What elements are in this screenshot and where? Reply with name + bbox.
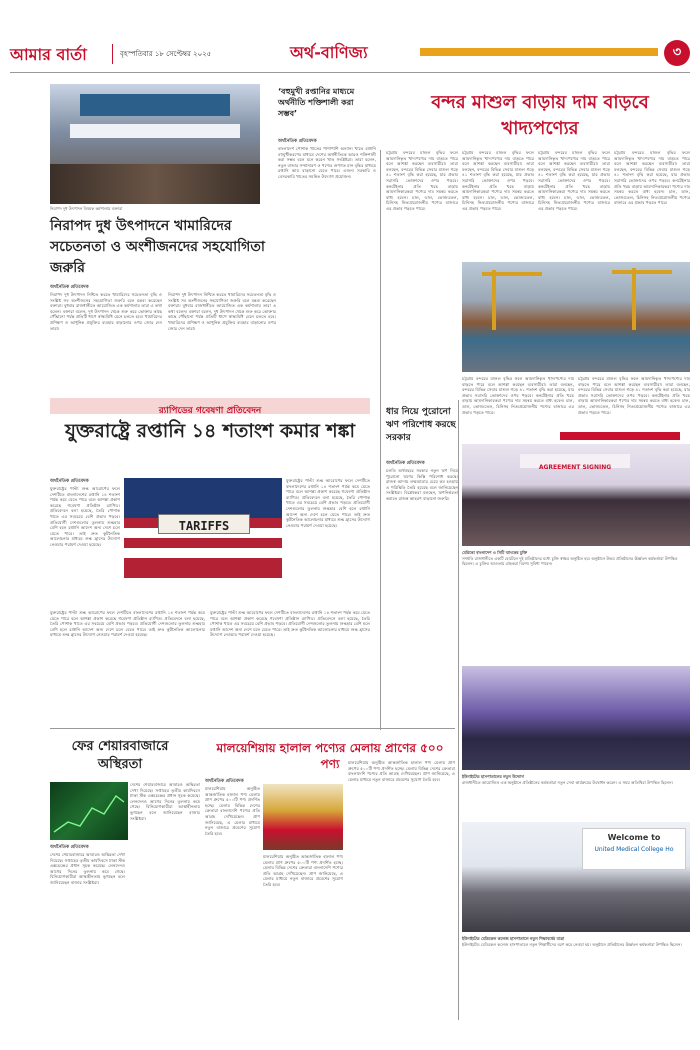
signing-caption-title: মেরিকো বাংলাদেশ ও সিটি ব্যাংকের চুক্তি <box>462 550 528 555</box>
photo-crane-arm <box>482 272 542 276</box>
halal-headline: মালয়েশিয়ায় হালাল পণ্যের মেলায় প্রাণের ৫০০ পণ্য <box>216 741 444 771</box>
port-body-col3: চট্টগ্রাম বন্দরের মাশুল বৃদ্ধির ফলে আমদানিকৃত খাদ্যপণ্যের দাম বাড়তে পারে বলে আশঙ্কা করছেন ব্যবসায়ীরা। তারা বলছেন, বন্দরের বিভিন্ন সেবার মাশুল গড়ে ৪১ শতাংশ বৃদ্ধি করা হয়েছে, যার প্রভাব সরাসরি ভোক্তাদের ওপর পড়বে। কনটেইনার প্রতি খরচ বাড়ায় আমদানিকারকরা পণ্যের দাম সমন্বয় করতে বাধ্য হবেন। চাল, ডাল, ভোজ্যতেল, চিনিসহ নিত্যপ্রয়োজনীয় পণ্যের বাজারে এর প্রভাব পড়তে পারে। <box>538 150 610 211</box>
share-headline: ফের শেয়ারবাজারে অস্থিরতা <box>71 739 169 772</box>
signing-label <box>560 432 680 440</box>
signing-photo <box>462 444 690 546</box>
college-sign-name: United Medical College Ho <box>594 846 674 853</box>
tariff-body-col1: যুক্তরাষ্ট্রের পাল্টা শুল্ক আরোপের ফলে দেশটিতে বাংলাদেশের রপ্তানি ১৪ শতাংশ পর্যন্ত কমে যেতে পারে বলে আশঙ্কা প্রকাশ করেছে গবেষণা প্রতিষ্ঠান র‍্যাপিড। প্রতিবেদনে বলা হয়েছে, তৈরি পোশাক খাতে এর সবচেয়ে বেশি প্রভাব পড়বে। প্রতিযোগী দেশগুলোর তুলনায় শুল্কহার বেশি হলে রপ্তানি আদেশ অন্য দেশে চলে যেতে পারে। তাই দ্রুত কূটনৈতিক আলোচনার মাধ্যমে শুল্ক হ্রাসের উদ্যোগ নেওয়ার পরামর্শ দেওয়া হয়েছে। <box>50 486 120 547</box>
halal-fair-photo <box>263 784 343 850</box>
port-body-col2: চট্টগ্রাম বন্দরের মাশুল বৃদ্ধির ফলে আমদানিকৃত খাদ্যপণ্যের দাম বাড়তে পারে বলে আশঙ্কা করছেন ব্যবসায়ীরা। তারা বলছেন, বন্দরের বিভিন্ন সেবার মাশুল গড়ে ৪১ শতাংশ বৃদ্ধি করা হয়েছে, যার প্রভাব সরাসরি ভোক্তাদের ওপর পড়বে। কনটেইনার প্রতি খরচ বাড়ায় আমদানিকারকরা পণ্যের দাম সমন্বয় করতে বাধ্য হবেন। চাল, ডাল, ভোজ্যতেল, চিনিসহ নিত্যপ্রয়োজনীয় পণ্যের বাজারে এর প্রভাব পড়তে পারে। <box>462 150 534 211</box>
event-caption-title: ইউনাইটেড হাসপাতালের নতুন উদ্যোগ <box>462 774 525 779</box>
masthead-rule <box>10 72 690 73</box>
tariff-sign <box>158 514 250 534</box>
tariff-kicker: র‍্যাপিডের গবেষণা প্রতিবেদন <box>158 406 262 416</box>
loan-headline: ধার নিয়ে পুরোনো ঋণ পরিশোধ করছে সরকার <box>386 407 456 443</box>
milk-photo-caption: নিরাপদ দুধ উৎপাদন বিষয়ক কর্মশালায় বক্তারা <box>50 206 123 211</box>
share-chart-photo <box>50 782 128 840</box>
share-byline: অর্থনৈতিক প্রতিবেদক <box>50 845 89 850</box>
college-photo <box>462 822 690 932</box>
page-number-badge <box>664 40 690 66</box>
quote-body: বাংলাদেশ পোশাক খাতের পাশাপাশি অন্যান্য খাতে রপ্তানি বহুমুখীকরণের মাধ্যমে দেশের অর্থনীতিকে আরও শক্তিশালী করা সম্ভব বলে মনে করেন খাত সংশ্লিষ্টরা। তারা বলেন, নতুন বাজার সম্প্রসারণ ও পণ্যের গুণগত মান বৃদ্ধির মাধ্যমে রপ্তানি আয় বাড়ানো যেতে পারে। এজন্য সরকারি ও বেসরকারি খাতের সমন্বিত উদ্যোগ প্রয়োজন। <box>278 146 376 179</box>
masthead-logo <box>10 42 105 68</box>
port-body-col1: চট্টগ্রাম বন্দরের মাশুল বৃদ্ধির ফলে আমদানিকৃত খাদ্যপণ্যের দাম বাড়তে পারে বলে আশঙ্কা করছেন ব্যবসায়ীরা। তারা বলছেন, বন্দরের বিভিন্ন সেবার মাশুল গড়ে ৪১ শতাংশ বৃদ্ধি করা হয়েছে, যার প্রভাব সরাসরি ভোক্তাদের ওপর পড়বে। কনটেইনার প্রতি খরচ বাড়ায় আমদানিকারকরা পণ্যের দাম সমন্বয় করতে বাধ্য হবেন। চাল, ডাল, ভোজ্যতেল, চিনিসহ নিত্যপ্রয়োজনীয় পণ্যের বাজারে এর প্রভাব পড়তে পারে। <box>386 150 458 211</box>
tariff-sign-text: TARIFFS <box>178 519 230 533</box>
college-caption-title: ইউনাইটেড মেডিকেল কলেজ হাসপাতালে নতুন শিক্ষাবর্ষের যাত্রা <box>462 936 565 941</box>
port-container-photo <box>462 262 690 372</box>
section-title: অর্থ-বাণিজ্য <box>290 43 368 62</box>
quote-headline: ‘বহুমুখী রপ্তানির মাধ্যমে অর্থনীতি শক্তিশালী করা সম্ভব’ <box>278 87 355 118</box>
milk-byline: অর্থনৈতিক প্রতিবেদক <box>50 285 89 290</box>
signing-banner <box>520 454 630 471</box>
milk-headline: নিরাপদ দুধ উৎপাদনে খামারিদের সচেতনতা ও অংশীজনদের সহযোগিতা জরুরি <box>50 218 265 276</box>
college-caption: ইউনাইটেড মেডিকেল কলেজ হাসপাতালে নতুন শিক্ষার্থীদের বরণ করে নেওয়া হয়। অনুষ্ঠানে প্রতিষ্ঠানের ঊর্ধ্বতন কর্মকর্তারা উপস্থিত ছিলেন। <box>462 942 682 947</box>
photo-crane-arm <box>612 270 672 274</box>
port-headline: বন্দর মাশুল বাড়ায় দাম বাড়বে খাদ্যপণ্যের <box>431 92 649 139</box>
event-photo <box>462 666 690 770</box>
tariff-body-col2: যুক্তরাষ্ট্রের পাল্টা শুল্ক আরোপের ফলে দেশটিতে বাংলাদেশের রপ্তানি ১৪ শতাংশ পর্যন্ত কমে যেতে পারে বলে আশঙ্কা প্রকাশ করেছে গবেষণা প্রতিষ্ঠান র‍্যাপিড। প্রতিবেদনে বলা হয়েছে, তৈরি পোশাক খাতে এর সবচেয়ে বেশি প্রভাব পড়বে। প্রতিযোগী দেশগুলোর তুলনায় শুল্কহার বেশি হলে রপ্তানি আদেশ অন্য দেশে চলে যেতে পারে। তাই দ্রুত কূটনৈতিক আলোচনার মাধ্যমে শুল্ক হ্রাসের উদ্যোগ নেওয়ার পরামর্শ দেওয়া হয়েছে। <box>286 478 370 528</box>
share-body-col1: দেশের শেয়ারবাজারে আবারও অস্থিরতা দেখা দিয়েছে। সপ্তাহের তৃতীয় কার্যদিবসে ঢাকা স্টক এক্সচেঞ্জের প্রধান সূচক কমেছে। লেনদেনও আগের দিনের তুলনায় কমে গেছে। বিনিয়োগকারীরা আস্থাহীনতায় ভুগছেন বলে জানিয়েছেন বাজার সংশ্লিষ্টরা। <box>50 852 125 885</box>
masthead-band <box>420 48 658 56</box>
tariff-flag-photo <box>124 478 282 578</box>
column-rule <box>458 400 459 1020</box>
port-body-col4: চট্টগ্রাম বন্দরের মাশুল বৃদ্ধির ফলে আমদানিকৃত খাদ্যপণ্যের দাম বাড়তে পারে বলে আশঙ্কা করছেন ব্যবসায়ীরা। তারা বলছেন, বন্দরের বিভিন্ন সেবার মাশুল গড়ে ৪১ শতাংশ বৃদ্ধি করা হয়েছে, যার প্রভাব সরাসরি ভোক্তাদের ওপর পড়বে। কনটেইনার প্রতি খরচ বাড়ায় আমদানিকারকরা পণ্যের দাম সমন্বয় করতে বাধ্য হবেন। চাল, ডাল, ভোজ্যতেল, চিনিসহ নিত্যপ্রয়োজনীয় পণ্যের বাজারে এর প্রভাব পড়তে পারে। <box>614 150 690 206</box>
masthead-divider <box>112 44 113 64</box>
logo-text: আমার বার্তা <box>10 45 87 64</box>
halal-byline: অর্থনৈতিক প্রতিবেদক <box>205 779 244 784</box>
loan-body: চলতি অর্থবছরে সরকার নতুন ঋণ নিয়ে পুরোনো ঋণের কিস্তি পরিশোধ করছে। রাজস্ব আদায় লক্ষ্যমাত্রার চেয়ে কম হওয়ায় এ পরিস্থিতি তৈরি হয়েছে বলে জানিয়েছেন সংশ্লিষ্টরা। বিশ্লেষকরা বলছেন, ঋণনির্ভরতা কমাতে রাজস্ব আহরণ বাড়ানো জরুরি। <box>386 468 458 501</box>
share-body-col2: দেশের শেয়ারবাজারে আবারও অস্থিরতা দেখা দিয়েছে। সপ্তাহের তৃতীয় কার্যদিবসে ঢাকা স্টক এক্সচেঞ্জের প্রধান সূচক কমেছে। লেনদেনও আগের দিনের তুলনায় কমে গেছে। বিনিয়োগকারীরা আস্থাহীনতায় ভুগছেন বলে জানিয়েছেন বাজার সংশ্লিষ্টরা। <box>130 782 200 821</box>
tariff-body-col3: যুক্তরাষ্ট্রের পাল্টা শুল্ক আরোপের ফলে দেশটিতে বাংলাদেশের রপ্তানি ১৪ শতাংশ পর্যন্ত কমে যেতে পারে বলে আশঙ্কা প্রকাশ করেছে গবেষণা প্রতিষ্ঠান র‍্যাপিড। প্রতিবেদনে বলা হয়েছে, তৈরি পোশাক খাতে এর সবচেয়ে বেশি প্রভাব পড়বে। প্রতিযোগী দেশগুলোর তুলনায় শুল্কহার বেশি হলে রপ্তানি আদেশ অন্য দেশে চলে যেতে পারে। তাই দ্রুত কূটনৈতিক আলোচনার মাধ্যমে শুল্ক হ্রাসের উদ্যোগ নেওয়ার পরামর্শ দেওয়া হয়েছে। <box>50 610 205 638</box>
photo-table <box>70 124 240 138</box>
college-welcome-text: Welcome to <box>607 833 661 842</box>
event-caption: রাজধানীতে আয়োজিত এক অনুষ্ঠানে প্রতিষ্ঠানের কর্মকর্তারা নতুন সেবা কার্যক্রমের উদ্বোধন করেন। এ সময় অতিথিরা উপস্থিত ছিলেন। <box>462 780 673 785</box>
photo-banner <box>80 94 230 116</box>
college-welcome-sign <box>582 828 686 870</box>
photo-crane <box>492 270 496 330</box>
quote-byline: অর্থনৈতিক প্রতিবেদক <box>278 139 317 144</box>
share-chart-graphic <box>50 782 128 840</box>
loan-byline: অর্থনৈতিক প্রতিবেদক <box>386 461 425 466</box>
signing-banner-text: AGREEMENT SIGNING <box>538 464 612 471</box>
port-body-col5: চট্টগ্রাম বন্দরের মাশুল বৃদ্ধির ফলে আমদানিকৃত খাদ্যপণ্যের দাম বাড়তে পারে বলে আশঙ্কা করছেন ব্যবসায়ীরা। তারা বলছেন, বন্দরের বিভিন্ন সেবার মাশুল গড়ে ৪১ শতাংশ বৃদ্ধি করা হয়েছে, যার প্রভাব সরাসরি ভোক্তাদের ওপর পড়বে। কনটেইনার প্রতি খরচ বাড়ায় আমদানিকারকরা পণ্যের দাম সমন্বয় করতে বাধ্য হবেন। চাল, ডাল, ভোজ্যতেল, চিনিসহ নিত্যপ্রয়োজনীয় পণ্যের বাজারে এর প্রভাব পড়তে পারে। <box>462 376 574 415</box>
milk-workshop-photo <box>50 84 260 204</box>
tariff-body-col4: যুক্তরাষ্ট্রের পাল্টা শুল্ক আরোপের ফলে দেশটিতে বাংলাদেশের রপ্তানি ১৪ শতাংশ পর্যন্ত কমে যেতে পারে বলে আশঙ্কা প্রকাশ করেছে গবেষণা প্রতিষ্ঠান র‍্যাপিড। প্রতিবেদনে বলা হয়েছে, তৈরি পোশাক খাতে এর সবচেয়ে বেশি প্রভাব পড়বে। প্রতিযোগী দেশগুলোর তুলনায় শুল্কহার বেশি হলে রপ্তানি আদেশ অন্য দেশে চলে যেতে পারে। তাই দ্রুত কূটনৈতিক আলোচনার মাধ্যমে শুল্ক হ্রাসের উদ্যোগ নেওয়ার পরামর্শ দেওয়া হয়েছে। <box>210 610 370 638</box>
page-number: ৩ <box>672 45 682 60</box>
photo-crane <box>632 268 636 330</box>
port-body-col6: চট্টগ্রাম বন্দরের মাশুল বৃদ্ধির ফলে আমদানিকৃত খাদ্যপণ্যের দাম বাড়তে পারে বলে আশঙ্কা করছেন ব্যবসায়ীরা। তারা বলছেন, বন্দরের বিভিন্ন সেবার মাশুল গড়ে ৪১ শতাংশ বৃদ্ধি করা হয়েছে, যার প্রভাব সরাসরি ভোক্তাদের ওপর পড়বে। কনটেইনার প্রতি খরচ বাড়ায় আমদানিকারকরা পণ্যের দাম সমন্বয় করতে বাধ্য হবেন। চাল, ডাল, ভোজ্যতেল, চিনিসহ নিত্যপ্রয়োজনীয় পণ্যের বাজারে এর প্রভাব পড়তে পারে। <box>578 376 690 415</box>
milk-body-col1: নিরাপদ দুধ উৎপাদন নিশ্চিত করতে খামারিদের সচেতনতা বৃদ্ধি ও সংশ্লিষ্ট সব অংশীজনের সহযোগিতা জরুরি বলে মন্তব্য করেছেন বক্তারা। বুধবার রাজধানীতে আয়োজিত এক কর্মশালায় তারা এ কথা বলেন। বক্তারা বলেন, দুধ উৎপাদন থেকে শুরু করে ভোক্তার কাছে পৌঁছানো পর্যন্ত প্রতিটি ধাপে স্বাস্থ্যবিধি মেনে চলতে হবে। খামারিদের প্রশিক্ষণ ও আধুনিক প্রযুক্তির ব্যবহার বাড়ানোর ওপর জোর দেন তারা। <box>50 292 162 331</box>
halal-body-col1: মালয়েশিয়ায় অনুষ্ঠিত আন্তর্জাতিক হালাল পণ্য মেলায় প্রাণ গ্রুপের ৫০০টি পণ্য প্রদর্শিত হচ্ছে। মেলায় বিভিন্ন দেশের ক্রেতারা বাংলাদেশি পণ্যের প্রতি আগ্রহ দেখিয়েছেন। প্রাণ জানিয়েছে, এ মেলার মাধ্যমে নতুন বাজারে প্রবেশের সুযোগ তৈরি হবে। <box>205 786 260 836</box>
milk-body-col2: নিরাপদ দুধ উৎপাদন নিশ্চিত করতে খামারিদের সচেতনতা বৃদ্ধি ও সংশ্লিষ্ট সব অংশীজনের সহযোগিতা জরুরি বলে মন্তব্য করেছেন বক্তারা। বুধবার রাজধানীতে আয়োজিত এক কর্মশালায় তারা এ কথা বলেন। বক্তারা বলেন, দুধ উৎপাদন থেকে শুরু করে ভোক্তার কাছে পৌঁছানো পর্যন্ত প্রতিটি ধাপে স্বাস্থ্যবিধি মেনে চলতে হবে। খামারিদের প্রশিক্ষণ ও আধুনিক প্রযুক্তির ব্যবহার বাড়ানোর ওপর জোর দেন তারা। <box>168 292 276 331</box>
signing-caption: সম্প্রতি রাজধানীতে একটি হোটেলে দুই প্রতিষ্ঠানের মধ্যে চুক্তি স্বাক্ষর অনুষ্ঠিত হয়। অনুষ্ঠানে উভয় প্রতিষ্ঠানের ঊর্ধ্বতন কর্মকর্তারা উপস্থিত ছিলেন। এ চুক্তির আওতায় গ্রাহকরা বিশেষ সুবিধা পাবেন। <box>462 556 678 566</box>
photo-audience <box>50 164 260 204</box>
tariff-headline: যুক্তরাষ্ট্রে রপ্তানি ১৪ শতাংশ কমার শঙ্কা <box>64 420 356 442</box>
tariff-byline: অর্থনৈতিক প্রতিবেদক <box>50 479 89 484</box>
halal-body-col3: মালয়েশিয়ায় অনুষ্ঠিত আন্তর্জাতিক হালাল পণ্য মেলায় প্রাণ গ্রুপের ৫০০টি পণ্য প্রদর্শিত হচ্ছে। মেলায় বিভিন্ন দেশের ক্রেতারা বাংলাদেশি পণ্যের প্রতি আগ্রহ দেখিয়েছেন। প্রাণ জানিয়েছে, এ মেলার মাধ্যমে নতুন বাজারে প্রবেশের সুযোগ তৈরি হবে। <box>348 760 455 782</box>
column-rule <box>380 150 381 730</box>
section-rule <box>50 728 455 729</box>
masthead <box>0 0 700 70</box>
halal-body-col2: মালয়েশিয়ায় অনুষ্ঠিত আন্তর্জাতিক হালাল পণ্য মেলায় প্রাণ গ্রুপের ৫০০টি পণ্য প্রদর্শিত হচ্ছে। মেলায় বিভিন্ন দেশের ক্রেতারা বাংলাদেশি পণ্যের প্রতি আগ্রহ দেখিয়েছেন। প্রাণ জানিয়েছে, এ মেলার মাধ্যমে নতুন বাজারে প্রবেশের সুযোগ তৈরি হবে। <box>263 854 343 887</box>
tariff-kicker-band <box>50 398 370 414</box>
masthead-date: বৃহস্পতিবার ১৮ সেপ্টেম্বর ২০২৫ <box>120 50 212 58</box>
